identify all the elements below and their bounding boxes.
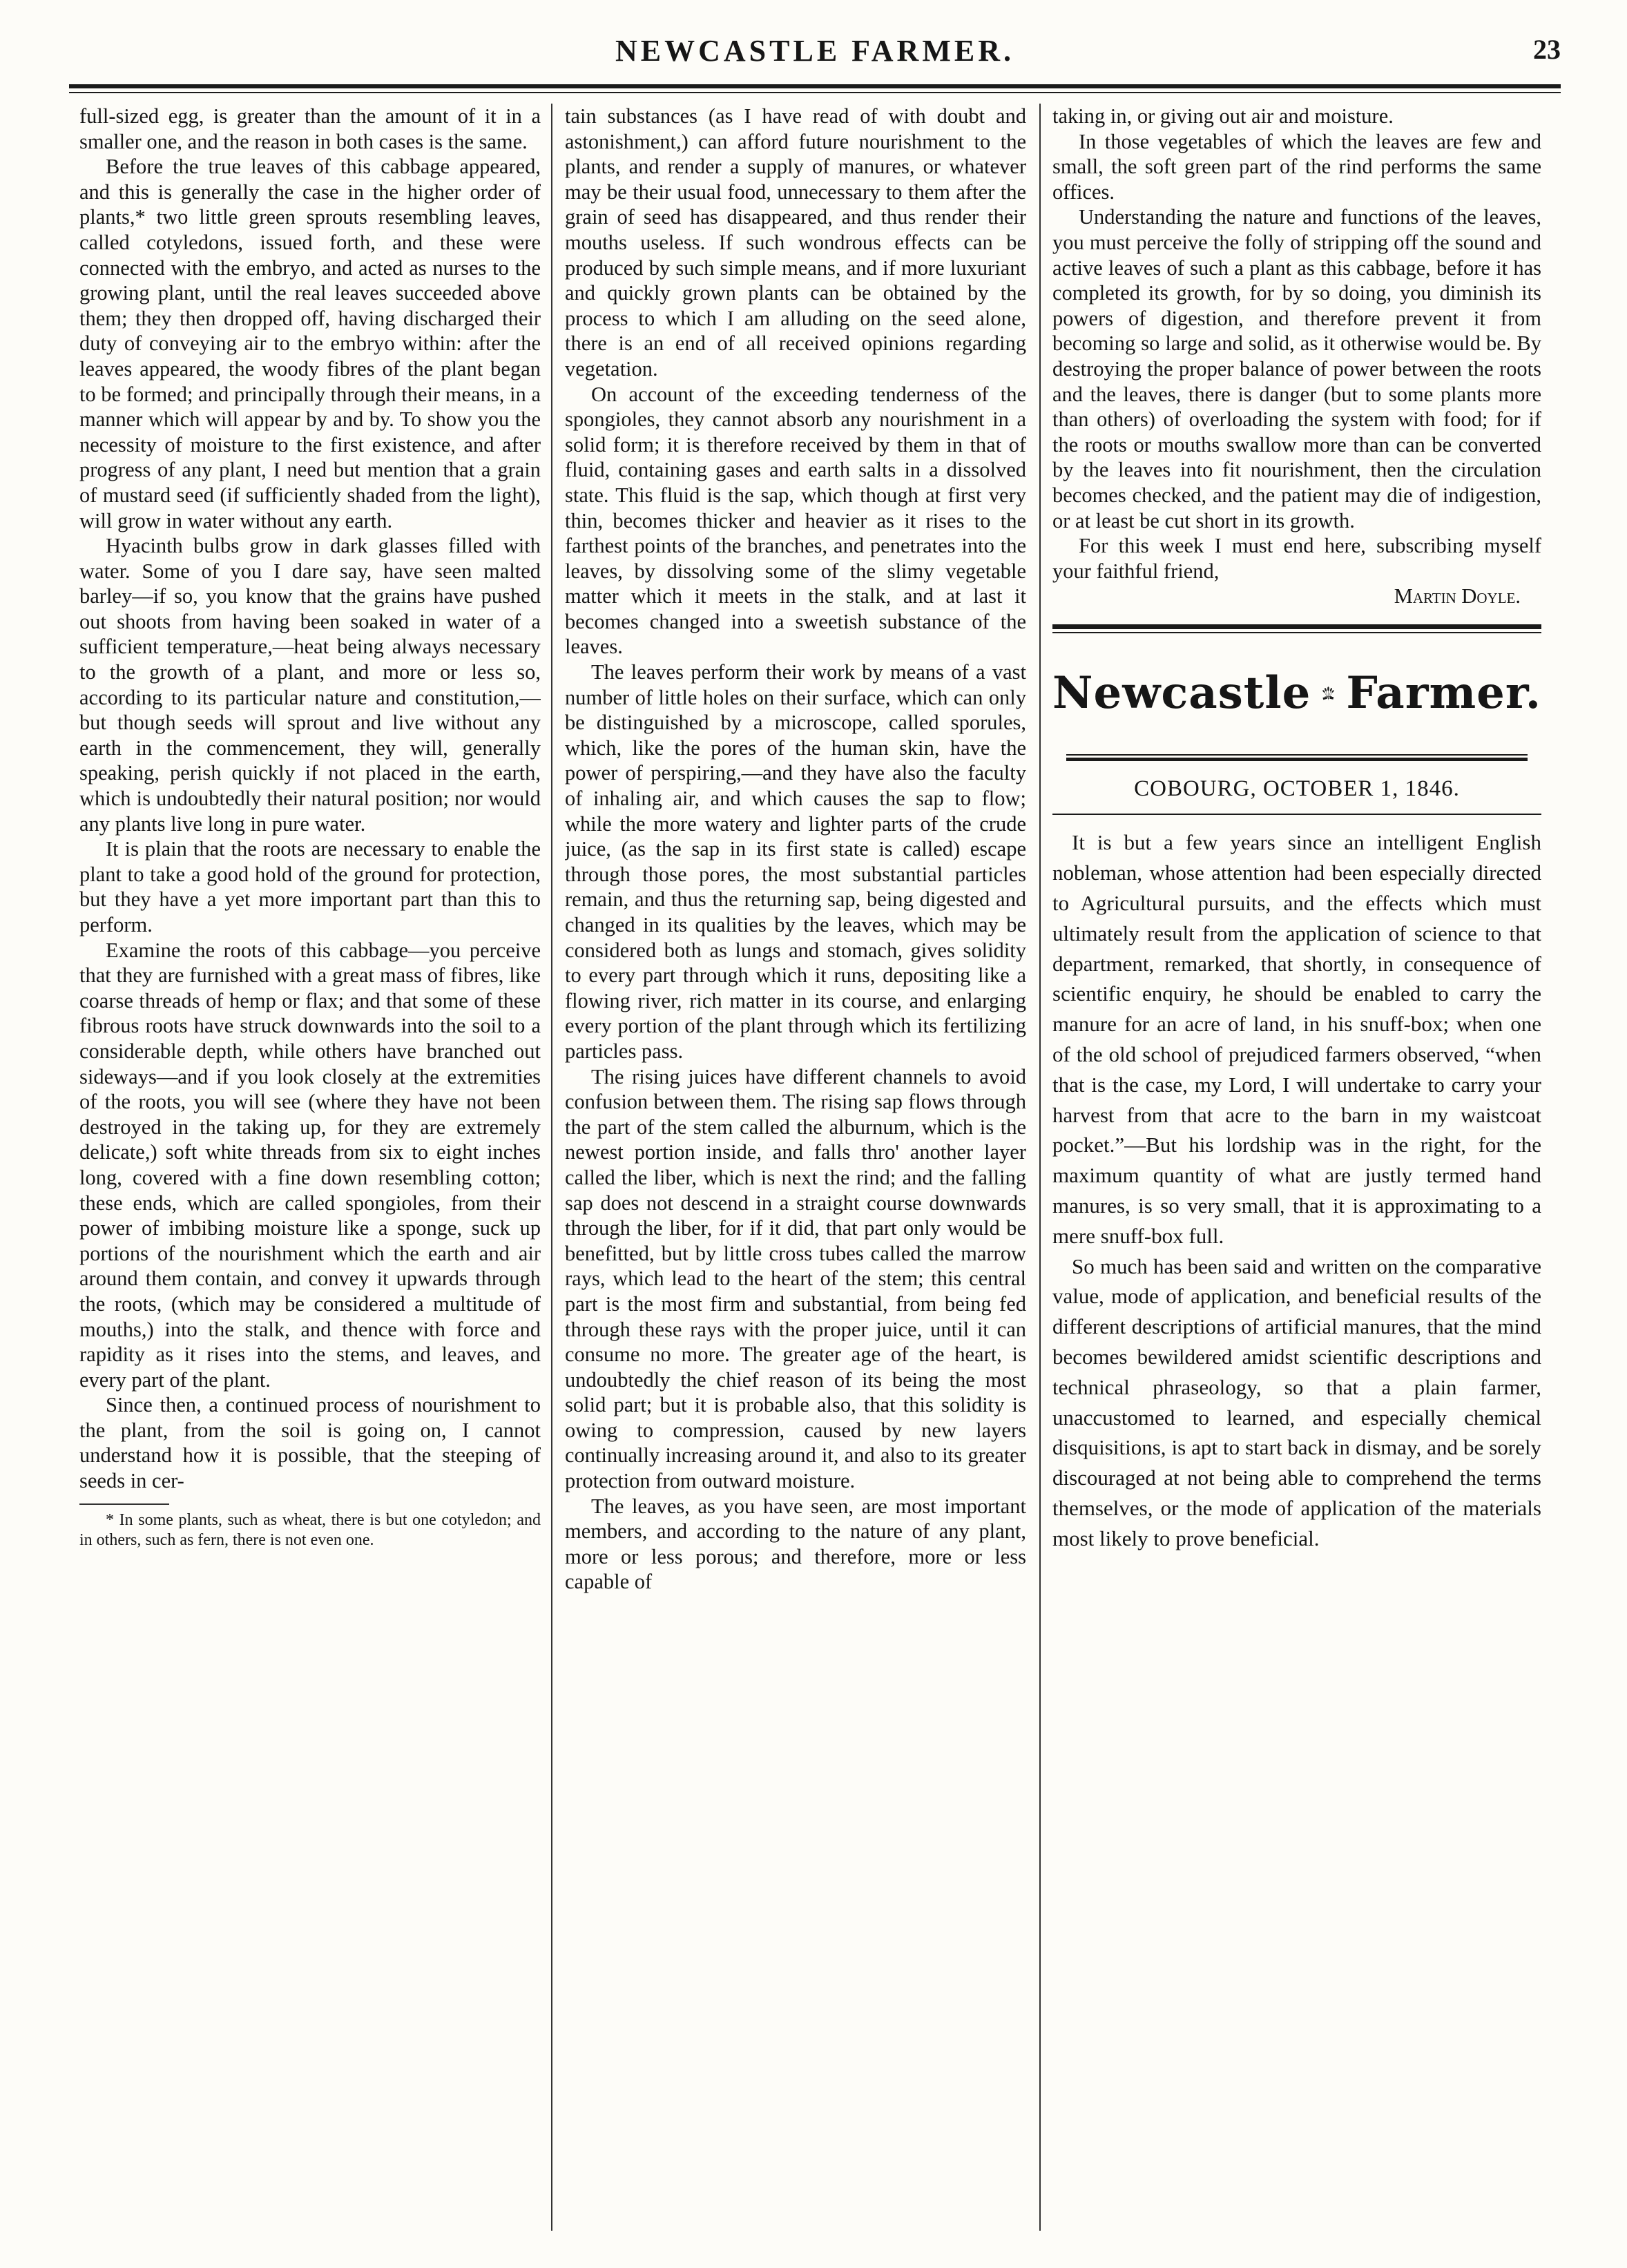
- column-2: [565, 104, 1026, 2203]
- paragraph: For this week I must end here, subscribing myself your faithful friend,: [1052, 534, 1541, 583]
- paragraph: tain substances (as I have read of with doubt and astonishment,) can afford future nourishment to the plants, and render a supply of manures, or whatever may be their usual food, unnecessary to them after the grain of seed has disappeared, and thus render their mouths useless. If such wondrous effects can be produced by such simple means, and if more luxuriant and quickly grown plants can be obtained by the process to which I am alluding on the seed alone, there is an end of all received opinions regarding vegetation.: [565, 104, 1026, 381]
- column-divider-1: [551, 104, 552, 2231]
- editorial: [1052, 827, 1541, 1553]
- paragraph: The rising juices have different channels to avoid confusion between them. The rising sap flows through the part of the stem called the alburnum, which is the newest portion inside, and falls thro' another layer called the liber, which is next the rind; and the falling sap does not descend in a straight course downwards through the liber, for if it did, that part only would be benefitted, but by little cross tubes called the marrow rays, which lead to the heart of the stem; this central part is the most firm and substantial, from being fed through these rays with the proper juice, until it can consume no more. The greater age of the heart, is undoubtedly the chief reason of its being the most solid part; but it is probable also, that this solidity is owing to compression, caused by new layers continually increasing around it, and also to its greater protection from outward moisture.: [565, 1064, 1026, 1493]
- paragraph: Since then, a continued process of nourishment to the plant, from the soil is going on, I cannot understand how it is possible, that the steeping of seeds in cer-: [79, 1393, 541, 1493]
- signature: Martin Doyle.: [1394, 584, 1521, 608]
- paragraph: The leaves, as you have seen, are most important members, and according to the nature of any plant, more or less porous; and therefore, more or less capable of: [565, 1494, 1026, 1594]
- header-rule-thick: [69, 84, 1561, 88]
- paragraph: The leaves perform their work by means of a vast number of little holes on their surface, which can only be distinguished by a microscope, called sporules, which, like the pores of the human skin, have the power of perspiring,—and they have also the faculty of inhaling air, and which causes the sap to flow; while the more watery and lighter parts of the crude juice, (as the sap in its first state is called) escape through those pores, the most substantial particles remain, and thus the returning sap, being digested and changed in its qualities by the leaves, which may be considered both as lungs and stomach, gives solidity to every part through which it runs, depositing like a flowing river, rich matter in its course, and enlarging every portion of the plant through which its fertilizing particles pass.: [565, 660, 1026, 1063]
- footnote: * In some plants, such as wheat, there is but one cotyledon; and in others, such as fern, there is not even one.: [79, 1510, 541, 1549]
- paragraph: Examine the roots of this cabbage—you perceive that they are furnished with a great mass of fibres, like coarse threads of hemp or flax; and that some of these fibrous roots have struck downwards into the soil to a considerable depth, while others have branched out sideways—and if you look closely at the extremities of the roots, you will see (where they have not been destroyed in the taking up, for they are extremely delicate,) soft white threads from six to eight inches long, covered with a fine down resembling cotton; these ends, which are called spongioles, from their power of imbibing moisture like a sponge, suck up portions of the nourishment which the earth and air around them contain, and convey it upwards through the roots, (which may be considered a multitude of mouths,) into the stalk, and thence with force and rapidity as it rises into the stems, and leaves, and every part of the plant.: [79, 938, 541, 1392]
- masthead-rule-bottom-thin: [1066, 754, 1528, 756]
- paragraph: full-sized egg, is greater than the amount of it in a smaller one, and the reason in both cases is the same.: [79, 104, 541, 153]
- paragraph: Understanding the nature and functions of the leaves, you must perceive the folly of stripping off the sound and active leaves of such a plant as this cabbage, before it has completed its growth, for by so doing, you diminish its powers of digestion, and therefore prevent it from becoming so large and solid, as it otherwise would be. By destroying the proper balance of power between the roots and the leaves, there is danger (but to some plants more than others) of overloading the system with food; for if the roots or mouths swallow more than can be converted by the leaves into fit nourishment, then the circulation becomes checked, and the patient may die of indigestion, or at least be cut short in its growth.: [1052, 205, 1541, 532]
- masthead-rule-thick: [1052, 624, 1541, 629]
- masthead-word-left: Newcastle: [1052, 667, 1311, 720]
- dateline-rule: [1052, 814, 1541, 815]
- page-header: [69, 33, 1561, 75]
- paragraph: It is but a few years since an intelligent English nobleman, whose attention had been especially directed to Agricultural pursuits, and the effects which must ultimately result from the application of science to that department, remarked, that shortly, in consequence of scientific enquiry, he should be enabled to carry the manure for an acre of land, in his snuff-box; when one of the old school of prejudiced farmers observed, “when that is the case, my Lord, I will undertake to carry your harvest from that acre to the barn in my waistcoat pocket.”—But his lordship was in the right, for the maximum quantity of what are justly termed hand manures, is so very small, that it is approximating to a mere snuff-box full.: [1052, 830, 1541, 1248]
- paragraph: On account of the exceeding tenderness of the spongioles, they cannot absorb any nourishment in a solid form; it is therefore received by them in that of fluid, containing gases and earth salts in a dissolved state. This fluid is the sap, which though at first very thin, becomes thicker and heavier as it rises to the farthest points of the branches, and penetrates into the leaves, by dissolving some of the slimy vegetable matter which it meets in the stalk, and at last it becomes changed into a sweetish substance of the leaves.: [565, 382, 1026, 659]
- paragraph: taking in, or giving out air and moisture.: [1052, 104, 1394, 128]
- page-number: 23: [1533, 34, 1561, 65]
- paragraph: It is plain that the roots are necessary to enable the plant to take a good hold of the ground for protection, but they have a yet more important part than this to perform.: [79, 837, 541, 936]
- column-3: [1052, 104, 1541, 2203]
- paragraph: Hyacinth bulbs grow in dark glasses filled with water. Some of you I dare say, have seen malted barley—if so, you know that the grains have pushed out shoots from having been soaked in water of a sufficient temperature,—heat being always necessary to the growth of a plant, and more or less so, according to its particular nature and constitution,—but though seeds will sprout and live without any earth in the commencement, they will, generally speaking, perish quickly if not placed in the earth, which is undoubtedly their natural position; nor would any plants live long in pure water.: [79, 534, 541, 836]
- dateline: COBOURG, OCTOBER 1, 1846.: [1134, 776, 1460, 801]
- masthead: [1052, 633, 1541, 754]
- footnote-rule: [79, 1503, 169, 1505]
- column-1: [79, 104, 541, 2203]
- masthead-word-right: Farmer.: [1346, 667, 1541, 720]
- paragraph: In those vegetables of which the leaves are few and small, the soft green part of the rind performs the same offices.: [1052, 129, 1541, 204]
- paragraph: So much has been said and written on the comparative value, mode of application, and beneficial results of the different descriptions of artificial manures, that the mind becomes bewildered amidst scientific descriptions and technical phraseology, so that a plain farmer, unaccustomed to learned, and especially chemical disquisitions, is apt to start back in dismay, and be sorely discouraged at not being able to comprehend the terms themselves, or the mode of application of the materials most likely to prove beneficial.: [1052, 1253, 1541, 1550]
- running-title: NEWCASTLE FARMER.: [615, 34, 1014, 68]
- header-rule-thin: [69, 92, 1561, 93]
- wheat-sheaf-emblem-icon: [1322, 642, 1335, 745]
- paragraph: Before the true leaves of this cabbage appeared, and this is generally the case in the higher order of plants,* two little green sprouts resembling leaves, called cotyledons, issued forth, and these were connected with the embryo, and acted as nurses to the growing plant, until the real leaves succeeded above them; they then dropped off, having discharged their duty of conveying air to the embryo within: after the leaves appeared, the woody fibres of the plant began to be formed; and principally through their means, in a manner which will appear by and by. To show you the necessity of moisture to the first existence, and after progress of any plant, I need but mention that a grain of mustard seed (if sufficiently shaded from the light), will grow in water without any earth.: [79, 155, 541, 532]
- column-divider-2: [1039, 104, 1041, 2231]
